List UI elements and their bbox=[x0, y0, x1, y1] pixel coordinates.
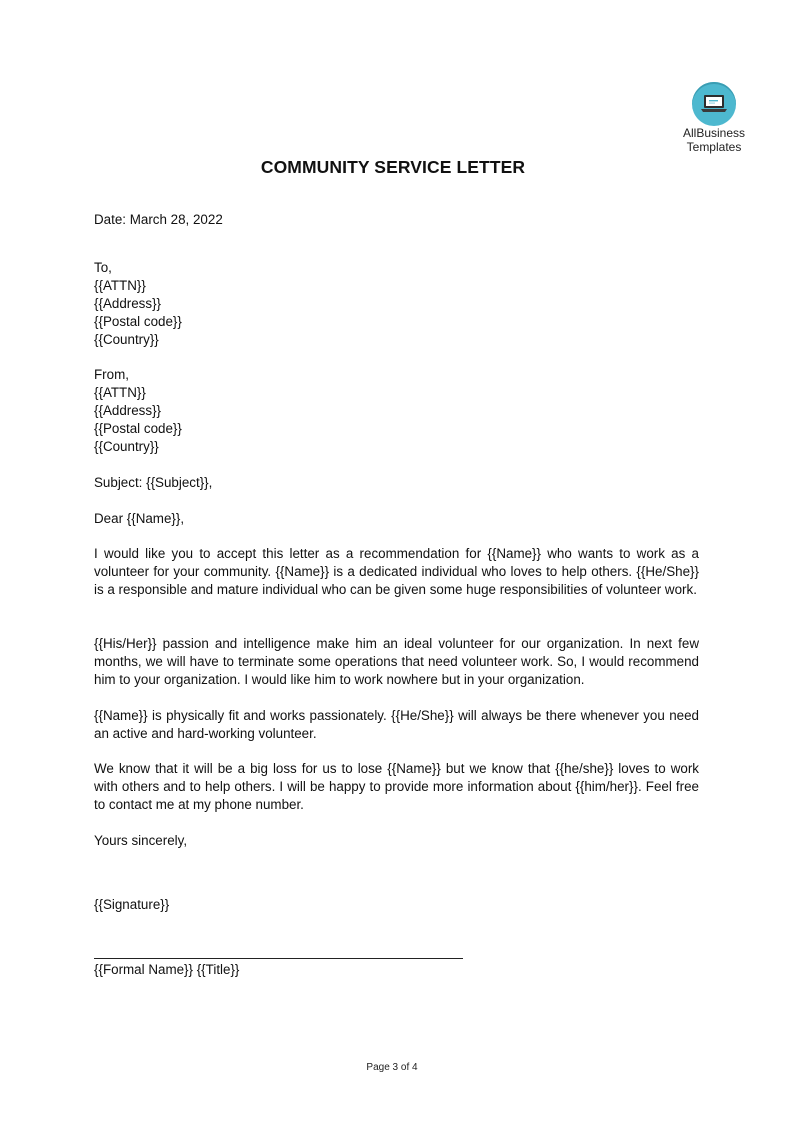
date-text: Date: March 28, 2022 bbox=[94, 212, 223, 227]
subject-line bbox=[94, 474, 699, 492]
to-postal-code: {{Postal code}} bbox=[94, 314, 182, 329]
formal-name-text: {{Formal Name}} {{Title}} bbox=[94, 962, 240, 977]
from-postal-code: {{Postal code}} bbox=[94, 421, 182, 436]
from-country: {{Country}} bbox=[94, 439, 159, 454]
paragraph-4: We know that it will be a big loss for us to lose {{Name}} but we know that {{he/she}} loves to work with others and to help others. I will be happy to provide more information about {{him/her}}. Feel free to contact me at my phone number. bbox=[94, 761, 699, 812]
to-address: {{Address}} bbox=[94, 296, 162, 311]
subject-text: Subject: {{Subject}}, bbox=[94, 475, 213, 490]
logo-text-line1: AllBusiness bbox=[682, 126, 746, 140]
laptop-icon bbox=[692, 82, 736, 126]
signature-divider bbox=[94, 958, 463, 959]
logo-text-line2: Templates bbox=[686, 140, 742, 154]
date-line bbox=[94, 211, 699, 229]
sender-block bbox=[94, 366, 699, 456]
closing bbox=[94, 832, 699, 850]
paragraph-1: I would like you to accept this letter as a recommendation for {{Name}} who wants to work as a volunteer for your community. {{Name}} is a dedicated individual who loves to help others. {{He/She}} is a responsible and mature individual who can be given some huge responsibilities of volunteer work. bbox=[94, 546, 699, 597]
company-logo bbox=[676, 82, 752, 154]
to-country: {{Country}} bbox=[94, 332, 159, 347]
to-attn: {{ATTN}} bbox=[94, 278, 146, 293]
closing-text: Yours sincerely, bbox=[94, 833, 188, 848]
salutation-text: Dear {{Name}}, bbox=[94, 511, 185, 526]
signature bbox=[94, 896, 699, 914]
paragraph-2: {{His/Her}} passion and intelligence make him an ideal volunteer for our organization. In next few months, we will have to terminate some operations that need volunteer work. So, I would recommend him to your organization. I would like him to work nowhere but in your organization. bbox=[94, 636, 699, 687]
page-number: Page 3 of 4 bbox=[366, 1062, 418, 1073]
formal-name bbox=[94, 961, 699, 979]
signature-text: {{Signature}} bbox=[94, 897, 170, 912]
from-label: From, bbox=[94, 367, 129, 382]
letter-title: COMMUNITY SERVICE LETTER bbox=[260, 157, 526, 177]
salutation bbox=[94, 510, 699, 528]
paragraph-3: {{Name}} is physically fit and works passionately. {{He/She}} will always be there whenever you need an active and hard-working volunteer. bbox=[94, 708, 699, 741]
from-attn: {{ATTN}} bbox=[94, 385, 146, 400]
to-label: To, bbox=[94, 260, 112, 275]
recipient-block bbox=[94, 259, 699, 349]
from-address: {{Address}} bbox=[94, 403, 162, 418]
